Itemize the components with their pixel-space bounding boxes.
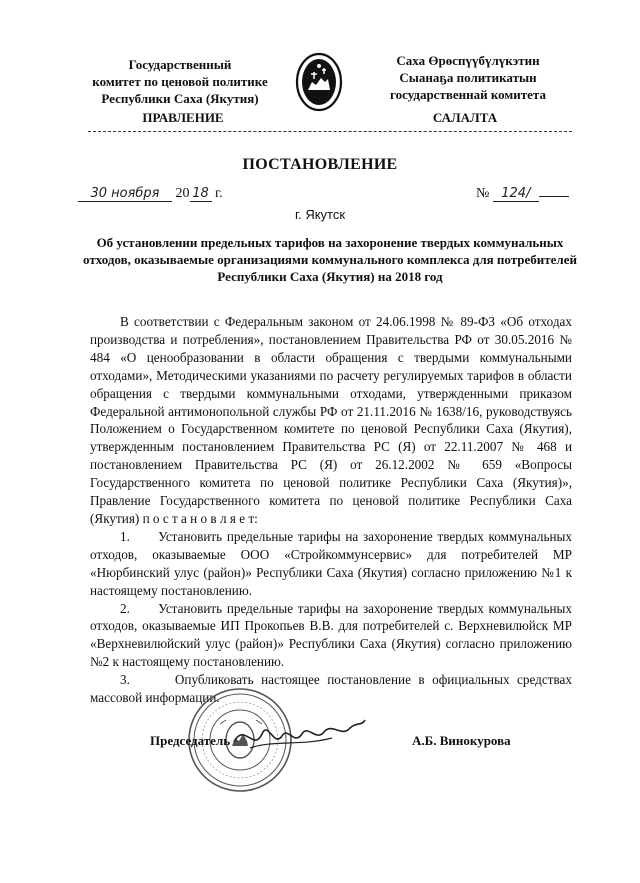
number-sign: №: [476, 186, 490, 201]
year-prefix: 20: [175, 186, 190, 201]
signatory-name: А.Б. Винокурова: [412, 733, 511, 748]
coat-of-arms-emblem: [294, 52, 344, 112]
handwritten-date: 30 ноября: [78, 187, 172, 202]
handwritten-signature: [232, 712, 367, 757]
handwritten-number: 124/: [493, 187, 539, 202]
preamble-paragraph: В соответствии с Федеральным законом от 24.06.1998 № 89-ФЗ «Об отходах производства и потребления», постановлением Правительства РФ от 30.05.2016 № 484 «О ценообразовании в области обращения с твердыми коммунальными отходами», Методическими указаниями по расчету регулируемых тарифов в области обращения с твердыми коммунальными отходами, утвержденными приказом Федеральной антимонопольной службы РФ от 21.11.2016 № 1638/16, руководствуясь Положением о Государственном комитете по ценовой Республики Саха (Якутия), утвержденным постановлением Правительства РС (Я) от 22.11.2007 № 468 и постановлением Правительства РС (Я) от 26.12.2002 № 659 «Вопросы Государственного комитета по ценовой политике Республики Саха (Якутия)», Правление Государственного комитета по ценовой политике Республики Саха (Якутия) п о с т а н о в л я е т:: [90, 314, 572, 526]
document-subject: Об установлении предельных тарифов на захоронение твердых коммунальных отходов, оказываемые организациями коммунального комплекса для потребителей Республики Саха (Якутия) на 2018 год: [83, 235, 577, 284]
year-suffix: г.: [215, 186, 223, 201]
number-blank: [539, 196, 569, 197]
signatory-position: Председатель: [150, 733, 231, 748]
issuer-line: Государственный: [128, 57, 232, 72]
header-divider: [88, 131, 572, 132]
resolution-item: 2. Установить предельные тарифы на захоронение твердых коммунальных отходов, оказываемые ИП Прокопьев В.В. для потребителей с. Верхневилюйск МР «Верхневилюйский улус (район)» Республики Саха (Якутия) согласно приложению №2 к настоящему постановлению.: [90, 600, 572, 670]
issuer-line: государственнай комитета: [390, 87, 546, 102]
handwritten-year: 18: [190, 187, 212, 202]
issuer-line: комитет по ценовой политике: [92, 74, 268, 89]
document-title: ПОСТАНОВЛЕНИЕ: [242, 156, 398, 173]
issuer-name-russian: [80, 56, 280, 107]
board-label-yakut: САЛАЛТА: [432, 110, 498, 125]
document-number: [476, 186, 569, 202]
issuer-line: Сыанаҕа политикатын: [399, 70, 537, 85]
issuer-name-yakut: [368, 52, 568, 103]
resolution-item: 1. Установить предельные тарифы на захоронение твердых коммунальных отходов, оказываемые ООО «Стройкоммунсервис» для потребителей МР «Нюрбинский улус (район)» Республики Саха (Якутия) согласно приложению №1 к настоящему постановлению.: [90, 528, 572, 598]
issuer-line: Республики Саха (Якутия): [101, 91, 259, 106]
document-city: г. Якутск: [294, 207, 346, 222]
document-body: [90, 313, 572, 707]
issuer-line: Саха Өрөспүүбүлүкэтин: [396, 53, 540, 68]
document-date: [78, 186, 223, 202]
resolution-item: 3. Опубликовать настоящее постановление в официальных средствах массовой информации.: [90, 672, 572, 706]
board-label-russian: ПРАВЛЕНИЕ: [142, 110, 224, 125]
